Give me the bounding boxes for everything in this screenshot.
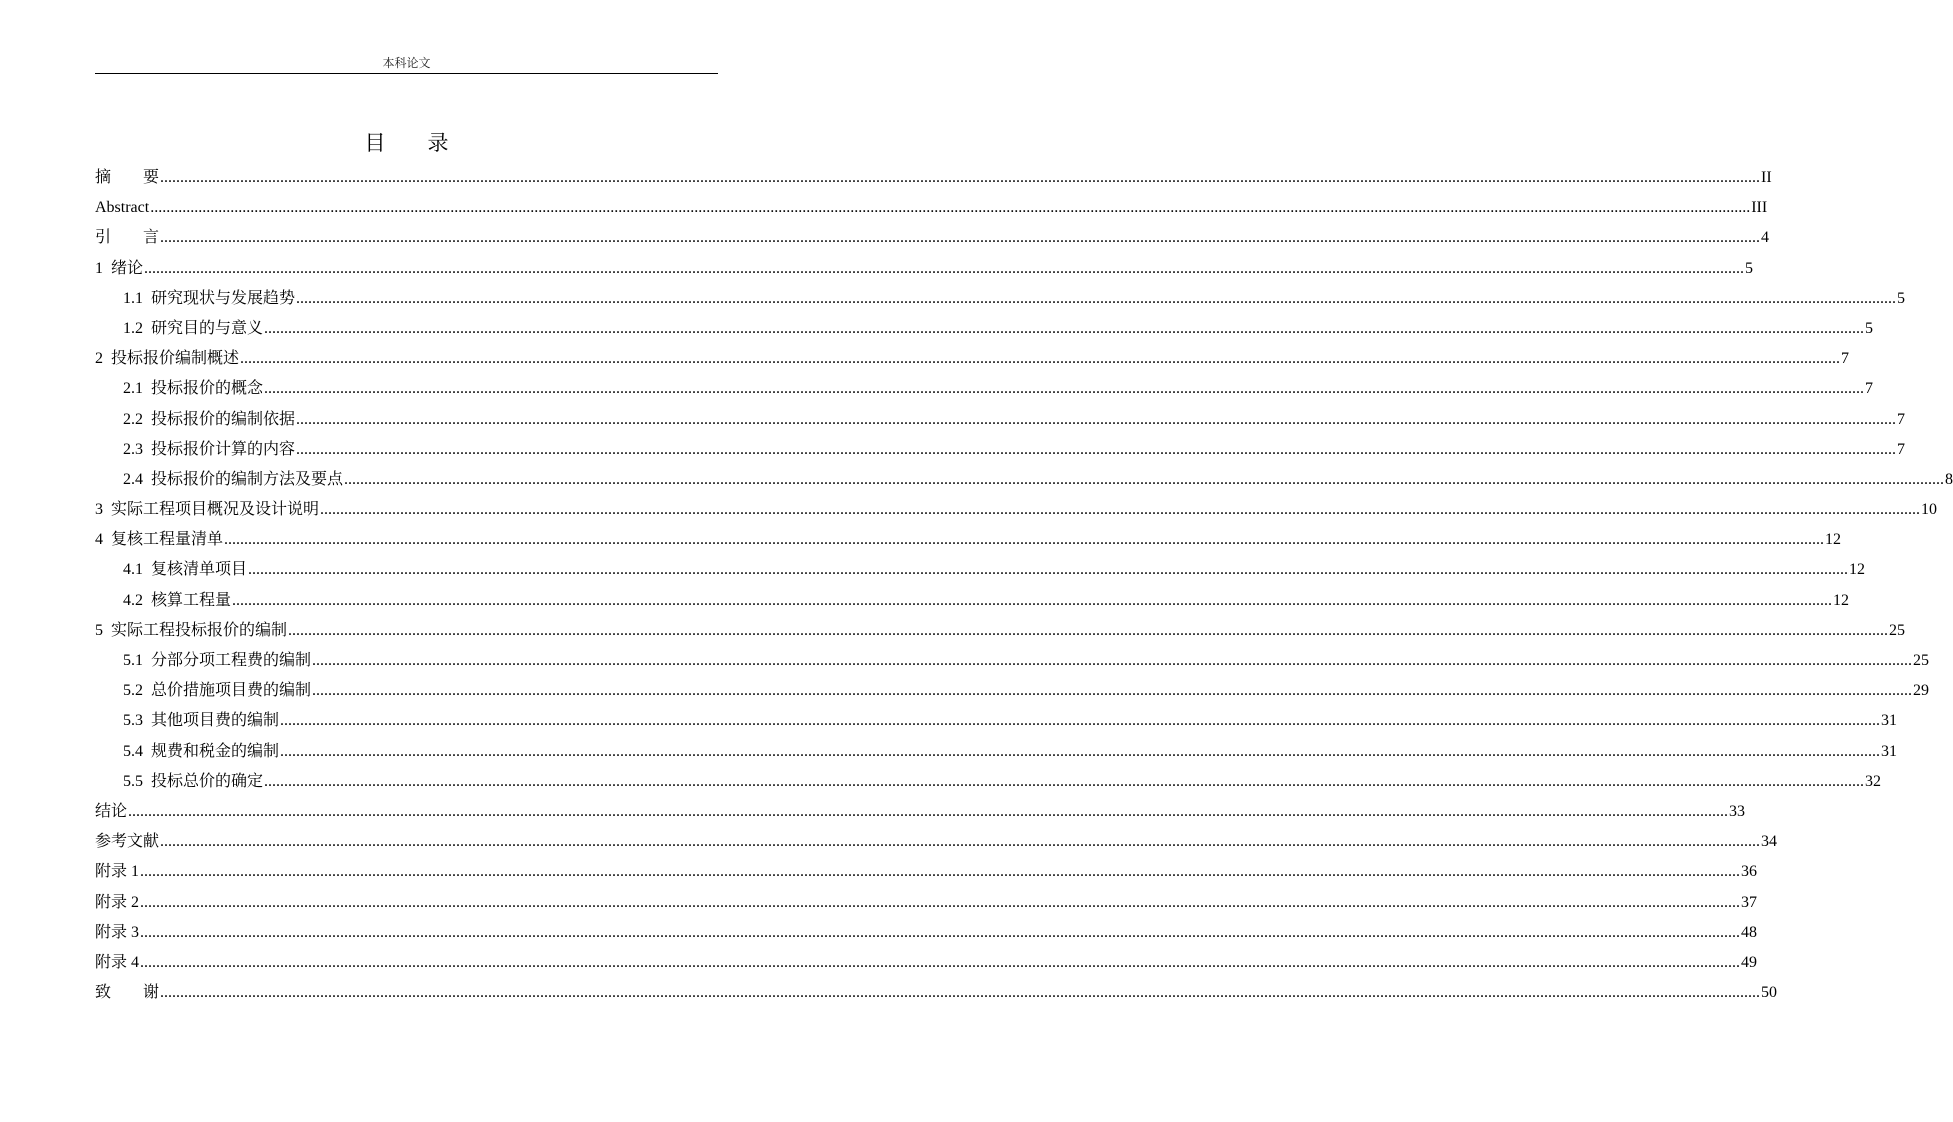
- toc-entry-text: 复核清单项目: [151, 561, 248, 579]
- toc-dot-leader: ................................................................................................................................................................................................................................................................................................................................................................................................................: [160, 229, 1761, 247]
- toc-dot-leader: ................................................................................................................................................................................................................................................................................................................................................................................................................: [280, 742, 1881, 760]
- toc-dot-leader: ................................................................................................................................................................................................................................................................................................................................................................................................................: [160, 169, 1761, 186]
- toc-page-number: 31: [1881, 712, 1898, 730]
- toc-page-number: 10: [1921, 501, 1938, 519]
- toc-dot-leader: ................................................................................................................................................................................................................................................................................................................................................................................................................: [140, 923, 1741, 941]
- toc-entry-label: [95, 978, 159, 1008]
- toc-entry[interactable]: [95, 495, 1938, 525]
- toc-entry-text: 附录 1: [95, 863, 140, 881]
- toc-entry-text: 分部分项工程费的编制: [151, 652, 312, 669]
- toc-dot-leader: ................................................................................................................................................................................................................................................................................................................................................................................................................: [264, 772, 1865, 790]
- toc-page-number: 12: [1825, 531, 1842, 549]
- toc-entry-text: 实际工程项目概况及设计说明: [111, 501, 320, 519]
- toc-dot-leader: ................................................................................................................................................................................................................................................................................................................................................................................................................: [344, 470, 1945, 488]
- toc-entry[interactable]: [95, 193, 1768, 223]
- toc-entry-text: 附录 3: [95, 923, 140, 941]
- toc-entry-text: 总价措施项目费的编制: [151, 682, 312, 700]
- toc-entry-char: 谢: [143, 984, 160, 1002]
- toc-entry-text: 其他项目费的编制: [151, 712, 280, 730]
- toc-page-number: III: [1751, 199, 1768, 217]
- toc-entry-label: [123, 405, 295, 435]
- toc-entry-number: 5.1: [123, 652, 143, 669]
- toc-entry[interactable]: [95, 767, 1882, 797]
- toc-entry-text: 实际工程投标报价的编制: [111, 621, 288, 639]
- header-divider: [95, 73, 718, 74]
- toc-entry-number: 4: [95, 531, 103, 549]
- toc-page-number: 12: [1833, 591, 1850, 609]
- toc-page-number: 7: [1865, 380, 1874, 398]
- toc-entry-label: [95, 888, 139, 918]
- toc-dot-leader: ................................................................................................................................................................................................................................................................................................................................................................................................................: [150, 199, 1751, 217]
- toc-entry-char: 言: [143, 229, 160, 247]
- toc-dot-leader: ................................................................................................................................................................................................................................................................................................................................................................................................................: [296, 440, 1897, 458]
- toc-title-char: 目: [364, 131, 386, 155]
- toc-dot-leader: ................................................................................................................................................................................................................................................................................................................................................................................................................: [144, 259, 1745, 277]
- toc-page-number: 8: [1945, 470, 1953, 488]
- toc-page-number: 4: [1761, 229, 1770, 247]
- toc-entry[interactable]: [95, 948, 1758, 978]
- toc-entry-label: [95, 525, 223, 555]
- toc-page-number: 48: [1741, 923, 1758, 941]
- toc-entry-number: 4.1: [123, 561, 143, 579]
- toc-page-number: 32: [1865, 772, 1882, 790]
- toc-page-number: 7: [1841, 350, 1850, 368]
- toc-dot-leader: ................................................................................................................................................................................................................................................................................................................................................................................................................: [264, 380, 1865, 398]
- toc-entry-number: 1.1: [123, 289, 143, 307]
- toc-entry-number: 1: [95, 259, 103, 277]
- toc-entry-text: 投标总价的确定: [151, 772, 264, 790]
- toc-entry-label: [95, 495, 319, 525]
- toc-entry-number: 5.5: [123, 772, 143, 790]
- toc-entry[interactable]: [95, 827, 1778, 857]
- toc-page-number: 7: [1897, 440, 1906, 458]
- toc-dot-leader: ................................................................................................................................................................................................................................................................................................................................................................................................................: [312, 652, 1913, 669]
- toc-entry[interactable]: [95, 465, 1953, 495]
- toc-page-number: 29: [1913, 682, 1930, 700]
- toc-entry-number: 5.2: [123, 682, 143, 700]
- toc-dot-leader: ................................................................................................................................................................................................................................................................................................................................................................................................................: [140, 863, 1741, 881]
- toc-entry-label: [95, 857, 139, 887]
- toc-entry[interactable]: [95, 555, 1866, 585]
- toc-entry[interactable]: [95, 706, 1898, 736]
- toc-entry-label: [95, 948, 139, 978]
- toc-entry-label: [95, 918, 139, 948]
- toc-entry-number: 3: [95, 501, 103, 519]
- toc-page-number: 5: [1865, 319, 1874, 337]
- toc-dot-leader: ................................................................................................................................................................................................................................................................................................................................................................................................................: [288, 621, 1889, 639]
- toc-entry-number: 2: [95, 350, 103, 368]
- header-title: 本科论文: [382, 56, 431, 70]
- toc-entry-label: [123, 767, 263, 797]
- toc-entry[interactable]: [95, 525, 1842, 555]
- toc-entry-label: [123, 374, 263, 404]
- toc-entry-label: [123, 314, 263, 344]
- toc-entry-label: [95, 616, 287, 646]
- toc-entry[interactable]: [95, 163, 1772, 193]
- toc-entry-char: 引: [95, 229, 112, 247]
- toc-entry-label: [123, 706, 279, 736]
- toc-page-number: 12: [1849, 561, 1866, 579]
- toc-dot-leader: ................................................................................................................................................................................................................................................................................................................................................................................................................: [296, 410, 1897, 428]
- toc-entry[interactable]: [95, 314, 1874, 344]
- toc-entry-text: 附录 4: [95, 953, 140, 971]
- toc-entry[interactable]: [95, 676, 1930, 706]
- toc-dot-leader: ................................................................................................................................................................................................................................................................................................................................................................................................................: [296, 289, 1897, 307]
- toc-entry-char: 致: [95, 984, 112, 1002]
- toc-entry[interactable]: [95, 857, 1758, 887]
- toc-dot-leader: ................................................................................................................................................................................................................................................................................................................................................................................................................: [140, 953, 1741, 971]
- toc-entry-label: [95, 254, 143, 284]
- toc-entry-number: 2.2: [123, 410, 143, 428]
- toc-entry[interactable]: [95, 978, 1778, 1008]
- toc-dot-leader: ................................................................................................................................................................................................................................................................................................................................................................................................................: [264, 319, 1865, 337]
- toc-entry-label: [95, 223, 159, 253]
- toc-entry-number: 5.3: [123, 712, 143, 730]
- toc-entry-text: 参考文献: [95, 833, 160, 851]
- toc-entry-label: [123, 435, 295, 465]
- toc-dot-leader: ................................................................................................................................................................................................................................................................................................................................................................................................................: [320, 501, 1921, 519]
- toc-entry-number: 2.3: [123, 440, 143, 458]
- toc-dot-leader: ................................................................................................................................................................................................................................................................................................................................................................................................................: [224, 531, 1825, 549]
- toc-entry[interactable]: [95, 737, 1898, 767]
- toc-entry[interactable]: [95, 616, 1906, 646]
- toc-entry[interactable]: [95, 435, 1906, 465]
- toc-page-number: 50: [1761, 984, 1778, 1002]
- toc-dot-leader: ................................................................................................................................................................................................................................................................................................................................................................................................................: [240, 350, 1841, 368]
- toc-dot-leader: ................................................................................................................................................................................................................................................................................................................................................................................................................: [280, 712, 1881, 730]
- toc-entry-label: [123, 737, 279, 767]
- toc-entry-number: 2.1: [123, 380, 143, 398]
- toc-entry-number: 2.4: [123, 470, 143, 488]
- toc-entry-label: [123, 465, 343, 495]
- toc-entry[interactable]: [95, 344, 1850, 374]
- toc-entry-text: 研究现状与发展趋势: [151, 289, 296, 307]
- toc-entry[interactable]: [95, 405, 1906, 435]
- toc-entry-label: [95, 163, 159, 193]
- toc-title: [0, 130, 813, 156]
- toc-entry-label: [123, 284, 295, 314]
- toc-dot-leader: ................................................................................................................................................................................................................................................................................................................................................................................................................: [232, 591, 1833, 609]
- toc-dot-leader: ................................................................................................................................................................................................................................................................................................................................................................................................................: [160, 984, 1761, 1002]
- toc-entry-text: 绪论: [111, 259, 144, 277]
- toc-entry-text: 核算工程量: [151, 591, 232, 609]
- toc-entry-text: Abstract: [95, 199, 150, 217]
- toc-entry-label: [123, 676, 311, 706]
- toc-entry-label: [95, 797, 127, 827]
- toc-entry-text: 复核工程量清单: [111, 531, 224, 549]
- toc-page-number: 25: [1913, 652, 1930, 669]
- toc-page-number: 34: [1761, 833, 1778, 851]
- toc-entry-label: [123, 586, 231, 616]
- toc-dot-leader: ................................................................................................................................................................................................................................................................................................................................................................................................................: [312, 682, 1913, 700]
- toc-entry-text: 研究目的与意义: [151, 319, 264, 337]
- toc-dot-leader: ................................................................................................................................................................................................................................................................................................................................................................................................................: [248, 561, 1849, 579]
- toc-entry[interactable]: [95, 797, 1746, 827]
- toc-entry-number: 5: [95, 621, 103, 639]
- toc-title-char: 录: [427, 131, 449, 155]
- toc-entry-number: 4.2: [123, 591, 143, 609]
- toc-entry-char: 摘: [95, 169, 112, 186]
- table-of-contents: [95, 163, 1953, 1008]
- toc-page-number: 36: [1741, 863, 1758, 881]
- toc-entry-label: [95, 193, 149, 223]
- toc-page-number: 5: [1897, 289, 1906, 307]
- toc-page-number: II: [1761, 169, 1772, 186]
- toc-page-number: 31: [1881, 742, 1898, 760]
- toc-page-number: 37: [1741, 893, 1758, 911]
- toc-entry-number: 5.4: [123, 742, 143, 760]
- toc-entry[interactable]: [95, 374, 1874, 404]
- toc-entry[interactable]: [95, 254, 1754, 284]
- toc-entry[interactable]: [95, 918, 1758, 948]
- toc-entry[interactable]: [95, 888, 1758, 918]
- toc-page-number: 5: [1745, 259, 1754, 277]
- toc-entry-char: 要: [143, 169, 160, 186]
- toc-entry-text: 投标报价的编制依据: [151, 410, 296, 428]
- toc-dot-leader: ................................................................................................................................................................................................................................................................................................................................................................................................................: [140, 893, 1741, 911]
- toc-dot-leader: ................................................................................................................................................................................................................................................................................................................................................................................................................: [128, 802, 1729, 820]
- toc-page-number: 7: [1897, 410, 1906, 428]
- toc-entry-number: 1.2: [123, 319, 143, 337]
- toc-entry[interactable]: [95, 586, 1850, 616]
- toc-entry-text: 规费和税金的编制: [151, 742, 280, 760]
- toc-page-number: 33: [1729, 802, 1746, 820]
- toc-entry-text: 投标报价的概念: [151, 380, 264, 398]
- toc-page-number: 25: [1889, 621, 1906, 639]
- toc-entry-label: [123, 646, 311, 676]
- toc-page-number: 49: [1741, 953, 1758, 971]
- toc-entry-text: 附录 2: [95, 893, 140, 911]
- toc-entry-text: 投标报价编制概述: [111, 350, 240, 368]
- toc-entry[interactable]: [95, 223, 1770, 253]
- toc-dot-leader: ................................................................................................................................................................................................................................................................................................................................................................................................................: [160, 833, 1761, 851]
- toc-entry-text: 投标报价计算的内容: [151, 440, 296, 458]
- toc-entry-text: 投标报价的编制方法及要点: [151, 470, 344, 488]
- toc-entry-text: 结论: [95, 802, 128, 820]
- toc-entry-label: [123, 555, 247, 585]
- toc-entry[interactable]: [95, 284, 1906, 314]
- toc-entry[interactable]: [95, 646, 1930, 676]
- toc-entry-label: [95, 344, 239, 374]
- toc-entry-label: [95, 827, 159, 857]
